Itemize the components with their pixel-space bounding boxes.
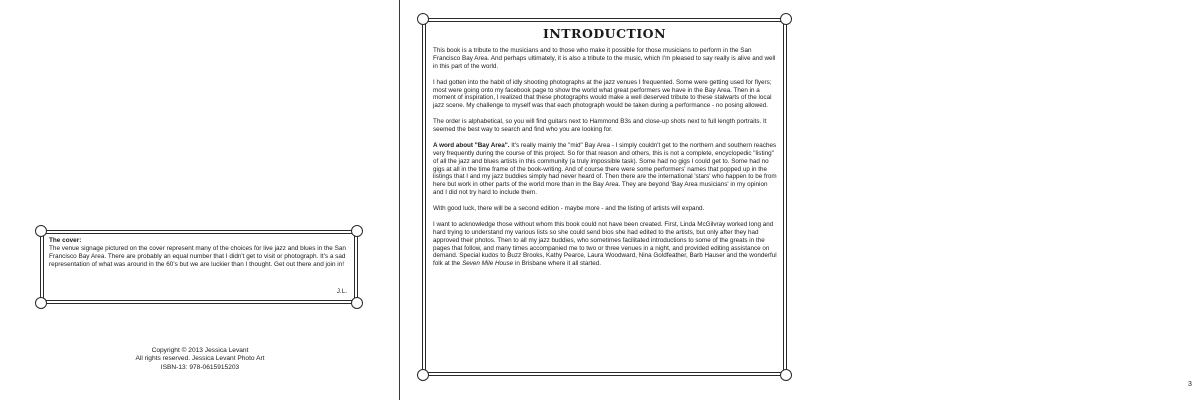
- introduction-title: INTRODUCTION: [542, 26, 666, 41]
- frame-corner-ornament: [351, 225, 363, 237]
- introduction-body: [433, 47, 777, 276]
- intro-paragraph: [433, 142, 777, 197]
- bay-area-text: It's really mainly the "mid" Bay Area - I simply couldn't get to the northern and southern reaches very frequently during the course of this project. So for that reason and others, this is not a complete, encyclopedic "listing" of all the jazz and blues artists in this community (a truly impossible task). Some had no gigs I could get to. Some had no gigs at all in the time frame of the book-writing. And of course there were some performers' names that popped up in the listings that I and my jazz buddies simply had never heard of. Then there are the international 'stars' who happen to be from here but work in other parts of the world more than in the Bay Area. They are beyond 'Bay Area musicians' in my opinion and I did not try hard to include them.: [433, 141, 777, 197]
- left-page: [0, 0, 400, 400]
- introduction-box: [422, 18, 787, 376]
- acknowledgment-text: I want to acknowledge those without whom this book could not have been created. First, Linda McGilvray worked long and hard trying to understand my various lists so she could send bios she had edited to the artists, but only after they had approved their photos. Then to all my jazz buddies, who sometimes facilitated introductions to some of the greats in the pages that follow, and many times accompanied me to two or three venues in a night, and provided editing assistance on demand. Special kudos to Buzz Brooks, Kathy Pearce, Laura Woodward, Nina Goldfeather, Barb Hauser and the wonderful folk at the: [433, 220, 777, 268]
- cover-note-box: [40, 230, 358, 304]
- frame-corner-ornament: [417, 13, 429, 25]
- intro-paragraph: I had gotten into the habit of idly shooting photographs at the jazz venues I frequented. Some were getting used for flyers; most were going onto my facebook page to show the world what great performers we have in the Bay Area. Then in a moment of inspiration, I realized that these photographs would make a well deserved tribute to these stalwarts of the local jazz scene. My challenge to myself was that each photograph would be taken during a performance - no posing allowed.: [433, 78, 772, 110]
- frame-corner-ornament: [780, 369, 792, 381]
- frame-corner-ornament: [35, 297, 47, 309]
- isbn-line: ISBN-13: 978-0615915203: [160, 363, 240, 371]
- acknowledgment-text-end: in Brisbane where it all started.: [513, 260, 602, 268]
- copyright-line: Copyright © 2013 Jessica Levant: [151, 347, 249, 354]
- bay-area-heading: A word about "Bay Area".: [433, 141, 510, 149]
- rights-line: All rights reserved. Jessica Levant Photo Art: [135, 355, 265, 363]
- frame-corner-ornament: [351, 297, 363, 309]
- copyright-block: [0, 347, 400, 372]
- cover-note-content: [49, 237, 349, 269]
- frame-corner-ornament: [417, 369, 429, 381]
- frame-corner-ornament: [35, 225, 47, 237]
- intro-paragraph: With good luck, there will be a second edition - maybe more - and the listing of artists will expand.: [433, 205, 705, 213]
- frame-corner-ornament: [780, 13, 792, 25]
- venue-name: Seven Mile House: [462, 260, 514, 268]
- cover-note-title: The cover:: [49, 237, 82, 244]
- cover-note-text: The venue signage pictured on the cover represent many of the choices for live jazz and blues in the San Francisco Bay Area. There are probably an equal number that I didn't get to visit or photograph. It's a sad representation of what was around in the 60's but we are luckier than I thought. Get out there and join in!: [49, 245, 346, 269]
- intro-paragraph: The order is alphabetical, so you will find guitars next to Hammond B3s and close-up shots next to full length portraits. It seemed the best way to search and find who you are looking for.: [433, 118, 767, 134]
- intro-paragraph: This book is a tribute to the musicians and to those who make it possible for those musicians to perform in the San Francisco Bay Area. And perhaps ultimately, it is also a tribute to the music, which I'm pleased to say really is alive and well in this part of the world.: [433, 47, 776, 70]
- right-page: [400, 0, 1192, 400]
- page-number: 3: [1188, 381, 1192, 388]
- intro-paragraph: [433, 221, 777, 268]
- cover-note-signature: J.L.: [336, 288, 347, 295]
